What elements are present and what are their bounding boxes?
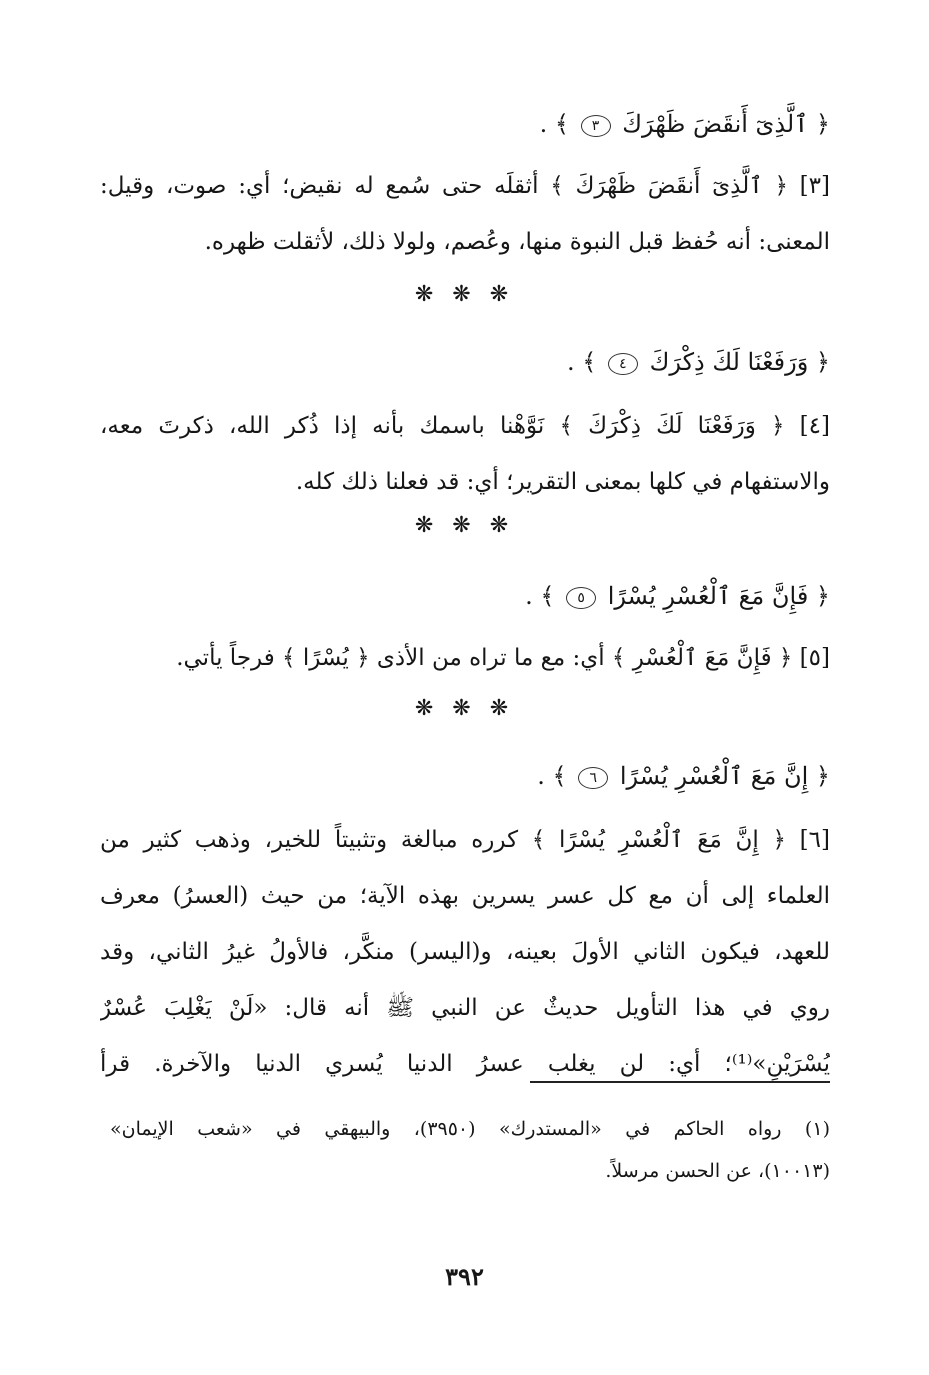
commentary-line: والاستفهام في كلها بمعنى التقرير؛ أي: قد فعلنا ذلك كله. (295, 469, 830, 495)
verse-3 (100, 96, 830, 152)
verse-text: ﴿ فَإِنَّ مَعَ ٱلْعُسْرِ يُسْرًا (607, 582, 830, 610)
commentary-line: روي في هذا التأويل حديثٌ عن النبي ﷺ أنه قال: «لَنْ يَغْلِبَ عُسْرٌ (100, 995, 830, 1021)
verse-close: ﴾ . (525, 582, 555, 610)
commentary-4 (100, 398, 830, 510)
verse-close: ﴾ . (539, 110, 569, 138)
footnote-divider (530, 1081, 830, 1083)
commentary-3 (100, 158, 830, 270)
section-separator: ❋ ❋ ❋ (414, 282, 515, 307)
commentary-line: [٤] ﴿ وَرَفَعْنَا لَكَ ذِكْرَكَ ﴾ نَوَّهْنا باسمك بأنه إذا ذُكر الله، ذكرتَ معه، (100, 413, 830, 439)
ayah-number-marker: ٦ (578, 767, 608, 789)
commentary-line: العلماء إلى أن مع كل عسر يسرين بهذه الآية؛ من حيث (العسرُ) معرف (100, 883, 830, 909)
ayah-number-marker: ٥ (566, 587, 596, 609)
footnote (110, 1108, 830, 1192)
verse-line (100, 748, 830, 804)
commentary-line: [٣] ﴿ ٱلَّذِىٓ أَنقَضَ ظَهْرَكَ ﴾ أثقلَه حتى سُمع له نقيض؛ أي: صوت، وقيل: (100, 173, 830, 199)
commentary-6 (100, 812, 830, 1092)
commentary-5 (100, 630, 830, 686)
verse-close: ﴾ . (566, 348, 597, 376)
ayah-number-marker: ٣ (581, 115, 611, 137)
commentary-line: [٥] ﴿ فَإِنَّ مَعَ ٱلْعُسْرِ ﴾ أي: مع ما تراه من الأذى ﴿ يُسْرًا ﴾ فرجاً يأتي. (176, 645, 830, 671)
ayah-number-marker: ٤ (608, 353, 638, 375)
verse-close: ﴾ . (537, 762, 567, 790)
verse-text: ﴿ ٱلَّذِىٓ أَنقَضَ ظَهْرَكَ (622, 110, 830, 138)
verse-5 (100, 568, 830, 624)
section-separator: ❋ ❋ ❋ (414, 696, 515, 721)
verse-text: ﴿ إِنَّ مَعَ ٱلْعُسْرِ يُسْرًا (619, 762, 830, 790)
verse-4 (100, 334, 830, 390)
verse-text: ﴿ وَرَفَعْنَا لَكَ ذِكْرَكَ (649, 348, 830, 376)
verse-line (100, 568, 830, 624)
commentary-line: المعنى: أنه حُفظ قبل النبوة منها، وعُصم، ولولا ذلك، لأثقلت ظهره. (204, 229, 830, 255)
commentary-line: يُسْرَيْنِ»⁽¹⁾؛ أي: لن يغلب عسرُ الدنيا يُسري الدنيا والآخرة. قرأ (100, 1051, 830, 1077)
commentary-line: للعهد، فيكون الثاني الأولَ بعينه، و(اليسر) منكَّر، فالأولُ غيرُ الثاني، وقد (100, 939, 830, 965)
page-number: ٣٩٢ (445, 1262, 484, 1291)
verse-line (100, 334, 830, 390)
footnote-line: (١٠٠١٣)، عن الحسن مرسلاً. (605, 1160, 830, 1182)
commentary-line: [٦] ﴿ إِنَّ مَعَ ٱلْعُسْرِ يُسْرًا ﴾ كرره مبالغة وتثبيتاً للخير، وذهب كثير من (100, 827, 830, 853)
verse-line (100, 96, 830, 152)
verse-6 (100, 748, 830, 804)
section-separator: ❋ ❋ ❋ (414, 513, 515, 538)
footnote-line: (١) رواه الحاكم في «المستدرك» (٣٩٥٠)، والبيهقي في «شعب الإيمان» (110, 1118, 830, 1140)
